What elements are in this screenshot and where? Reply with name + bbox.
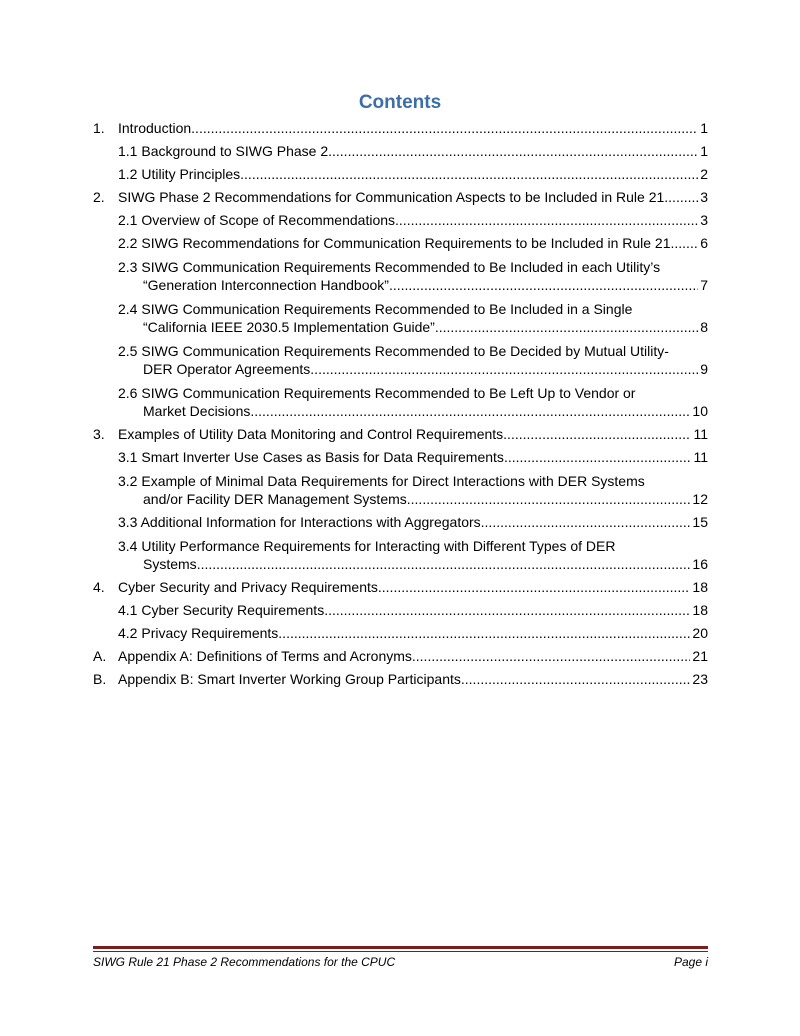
toc-page-number: 18 bbox=[692, 602, 708, 618]
toc-page-number: 1 bbox=[700, 120, 708, 136]
dot-leader bbox=[197, 555, 691, 573]
dot-leader bbox=[435, 318, 698, 336]
dot-leader bbox=[250, 402, 690, 420]
toc-entry-title: and/or Facility DER Management Systems bbox=[143, 491, 407, 507]
toc-entry[interactable] bbox=[93, 342, 708, 378]
dot-leader bbox=[240, 165, 698, 183]
toc-entry-title: 3.4 Utility Performance Requirements for Interacting with Different Types of DER bbox=[118, 538, 616, 554]
toc-entry[interactable] bbox=[93, 578, 708, 596]
toc-page-number: 18 bbox=[692, 579, 708, 595]
toc-entry-title: Introduction bbox=[118, 120, 192, 136]
toc-page-number: 16 bbox=[692, 556, 708, 572]
toc-entry[interactable] bbox=[93, 165, 708, 183]
toc-entry-title: 1.1 Background to SIWG Phase 2 bbox=[118, 143, 329, 159]
dot-leader bbox=[278, 624, 690, 642]
toc-entry[interactable] bbox=[93, 119, 708, 137]
toc-entry[interactable] bbox=[93, 448, 708, 466]
toc-page-number: 11 bbox=[693, 449, 708, 465]
dot-leader bbox=[324, 601, 690, 619]
toc-page-number: 2 bbox=[700, 166, 708, 182]
footer-rule bbox=[93, 946, 708, 949]
toc-entry[interactable] bbox=[93, 537, 708, 573]
toc-heading: Contents bbox=[358, 92, 442, 113]
footer-rule-thin bbox=[93, 951, 708, 952]
toc-entry-title: Appendix A: Definitions of Terms and Acronyms bbox=[118, 648, 412, 664]
toc-entry[interactable] bbox=[93, 234, 708, 252]
toc-page-number: 20 bbox=[692, 625, 708, 641]
dot-leader bbox=[407, 490, 691, 508]
toc-entry-title: 2.6 SIWG Communication Requirements Recommended to Be Left Up to Vendor or bbox=[118, 385, 636, 401]
dot-leader bbox=[395, 211, 698, 229]
toc-entry-title: Appendix B: Smart Inverter Working Group Participants bbox=[118, 671, 461, 687]
toc-entry-title: 3.1 Smart Inverter Use Cases as Basis for Data Requirements bbox=[118, 449, 504, 465]
toc-entry[interactable] bbox=[93, 384, 708, 420]
toc-entry-title: Market Decisions bbox=[143, 403, 251, 419]
toc-entry-number: A. bbox=[93, 648, 107, 664]
toc-entry-title: “California IEEE 2030.5 Implementation Guide” bbox=[143, 319, 435, 335]
toc-entry-number: 1. bbox=[93, 120, 105, 136]
toc-entry[interactable] bbox=[93, 188, 708, 206]
toc-page-number: 11 bbox=[693, 426, 708, 442]
toc-entry[interactable] bbox=[93, 258, 708, 294]
dot-leader bbox=[461, 670, 691, 688]
toc-entry-title: 4.1 Cyber Security Requirements bbox=[118, 602, 325, 618]
toc-entry-title: Examples of Utility Data Monitoring and Control Requirements bbox=[118, 426, 504, 442]
toc-page-number: 7 bbox=[700, 277, 708, 293]
dot-leader bbox=[310, 360, 698, 378]
toc-entry-title: 2.2 SIWG Recommendations for Communication Requirements to be Included in Rule 21 bbox=[118, 235, 671, 251]
toc-entry[interactable] bbox=[93, 472, 708, 508]
toc-entry[interactable] bbox=[93, 670, 708, 688]
footer-page-number: Page i bbox=[673, 955, 708, 969]
toc-entry-title: 3.3 Additional Information for Interactions with Aggregators bbox=[118, 514, 481, 530]
toc-entry-title: “Generation Interconnection Handbook” bbox=[143, 277, 389, 293]
dot-leader bbox=[328, 142, 698, 160]
page-footer bbox=[93, 955, 708, 969]
toc-page-number: 10 bbox=[692, 403, 708, 419]
toc-entry-title: 2.3 SIWG Communication Requirements Recommended to Be Included in each Utility’s bbox=[118, 259, 661, 275]
dot-leader bbox=[389, 276, 698, 294]
dot-leader bbox=[191, 119, 698, 137]
dot-leader bbox=[671, 234, 699, 252]
dot-leader bbox=[664, 188, 698, 206]
toc-entry-title: 2.5 SIWG Communication Requirements Recommended to Be Decided by Mutual Utility- bbox=[118, 343, 669, 359]
toc-entry-title: 4.2 Privacy Requirements bbox=[118, 625, 279, 641]
toc-page-number: 21 bbox=[692, 648, 708, 664]
toc-page-number: 15 bbox=[692, 514, 708, 530]
toc-entry-number: B. bbox=[93, 671, 107, 687]
dot-leader bbox=[503, 425, 691, 443]
toc-entry[interactable] bbox=[93, 142, 708, 160]
dot-leader bbox=[412, 647, 691, 665]
toc-entry[interactable] bbox=[93, 513, 708, 531]
toc-entry[interactable] bbox=[93, 624, 708, 642]
toc-entry-title: SIWG Phase 2 Recommendations for Communication Aspects to be Included in Rule 21 bbox=[118, 189, 665, 205]
toc-entry[interactable] bbox=[93, 211, 708, 229]
toc-entry[interactable] bbox=[93, 300, 708, 336]
footer-title: SIWG Rule 21 Phase 2 Recommendations for the CPUC bbox=[93, 955, 396, 969]
toc-page-number: 8 bbox=[700, 319, 708, 335]
toc-page-number: 12 bbox=[692, 491, 708, 507]
toc-entry-number: 3. bbox=[93, 426, 105, 442]
table-of-contents bbox=[93, 119, 708, 688]
toc-page-number: 23 bbox=[692, 671, 708, 687]
toc-entry-number: 4. bbox=[93, 579, 105, 595]
toc-entry-number: 2. bbox=[93, 189, 105, 205]
toc-entry-title: Cyber Security and Privacy Requirements bbox=[118, 579, 378, 595]
toc-entry[interactable] bbox=[93, 647, 708, 665]
toc-entry-title: 2.4 SIWG Communication Requirements Recommended to Be Included in a Single bbox=[118, 301, 633, 317]
dot-leader bbox=[481, 513, 691, 531]
toc-page-number: 3 bbox=[700, 212, 708, 228]
dot-leader bbox=[378, 578, 691, 596]
toc-entry-title: 3.2 Example of Minimal Data Requirements for Direct Interactions with DER Systems bbox=[118, 473, 645, 489]
toc-entry[interactable] bbox=[93, 425, 708, 443]
toc-entry[interactable] bbox=[93, 601, 708, 619]
toc-page-number: 1 bbox=[700, 143, 708, 159]
toc-page-number: 3 bbox=[700, 189, 708, 205]
toc-entry-title: DER Operator Agreements bbox=[143, 361, 311, 377]
toc-entry-title: 2.1 Overview of Scope of Recommendations bbox=[118, 212, 396, 228]
toc-page-number: 9 bbox=[700, 361, 708, 377]
toc-entry-title: 1.2 Utility Principles bbox=[118, 166, 241, 182]
toc-page-number: 6 bbox=[700, 235, 708, 251]
dot-leader bbox=[504, 448, 692, 466]
toc-entry-title: Systems bbox=[143, 556, 197, 572]
